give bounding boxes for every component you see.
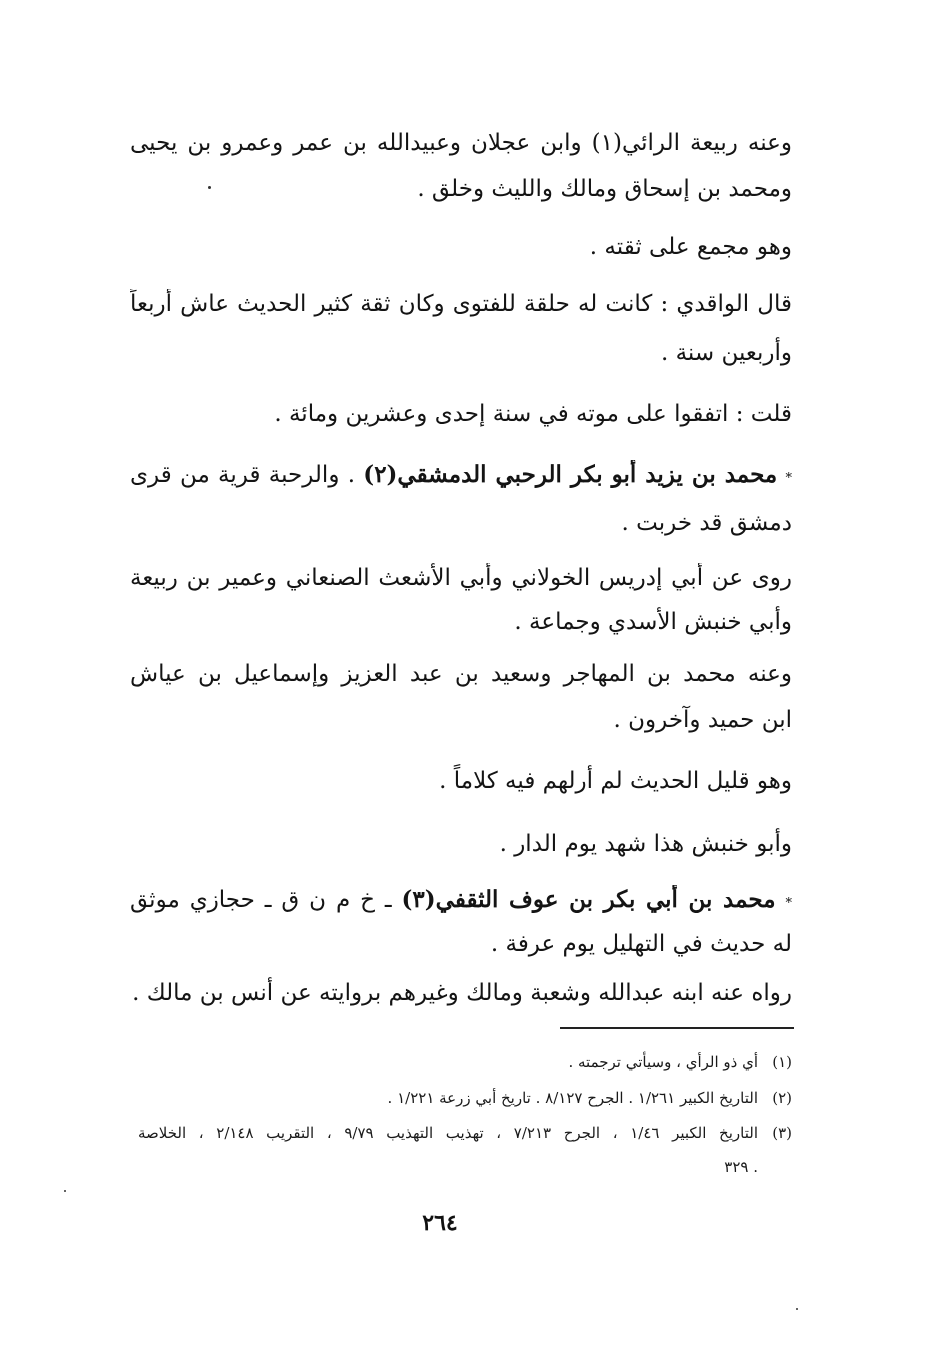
footnote-2-text: التاريخ الكبير ١/٢٦١ . الجرح ٨/١٢٧ . تاريخ أبي زرعة ١/٢٢١ . — [387, 1089, 758, 1107]
entry-heading-rahabi — [130, 460, 792, 492]
line-5-text: وأربعين سنة . — [660, 340, 792, 366]
line-12-text: ابن حميد وآخرون . — [613, 707, 792, 733]
body-line-13 — [130, 766, 792, 796]
entry-marker-2: * — [785, 896, 792, 911]
line-8-text: دمشق قد خربت . — [621, 510, 792, 536]
footnote-3-continuation: ٣٢٩ . — [724, 1158, 758, 1176]
entry-name-rahabi: محمد بن يزيد أبو بكر الرحبي الدمشقي(٢) — [363, 461, 778, 488]
footnote-1-text: أي ذو الرأي ، وسيأتي ترجمته . — [568, 1053, 758, 1071]
body-line-12 — [130, 705, 792, 735]
body-line-5 — [130, 338, 792, 368]
footnote-separator — [560, 1027, 794, 1029]
scan-speck — [64, 1190, 66, 1192]
body-line-11 — [130, 659, 792, 691]
entry-name-thaqafi: محمد بن أبي بكر بن عوف الثقفي(٣) — [401, 886, 776, 913]
body-line-17 — [130, 978, 792, 1008]
line-15-text: ـ خ م ن ق ـ حجازي موثق — [130, 887, 402, 913]
scan-speck — [208, 186, 211, 189]
footnote-3-text: التاريخ الكبير ١/٤٦ ، الجرح ٧/٢١٣ ، تهذيب التهذيب ٩/٧٩ ، التقريب ٢/١٤٨ ، الخلاصة — [138, 1124, 758, 1142]
line-4-text: قال الواقدي : كانت له حلقة للفتوى وكان ثقة كثير الحديث عاش أربعاً — [130, 291, 792, 317]
body-line-2 — [130, 174, 792, 204]
body-line-4 — [130, 289, 792, 321]
body-line-16 — [130, 929, 792, 959]
footnote-3-number: (٣) — [772, 1124, 792, 1142]
body-line-3 — [130, 232, 792, 262]
body-line-14 — [130, 829, 792, 859]
scan-speck — [796, 1308, 798, 1310]
body-line-9 — [130, 563, 792, 595]
body-line-6 — [130, 399, 792, 429]
footnote-2-number: (٢) — [772, 1089, 792, 1107]
line-2-text: ومحمد بن إسحاق ومالك والليث وخلق . — [417, 176, 792, 202]
body-line-1 — [130, 128, 792, 160]
line-14-text: وأبو خنبش هذا شهد يوم الدار . — [499, 831, 792, 857]
page-number: ٢٦٤ — [422, 1210, 458, 1236]
line-11-text: وعنه محمد بن المهاجر وسعيد بن عبد العزيز وإسماعيل بن عياش — [130, 661, 792, 687]
line-7-text: . والرحبة قرية من قرى — [130, 462, 364, 488]
line-17-text: رواه عنه ابنه عبدالله وشعبة ومالك وغيرهم بروايته عن أنس بن مالك . — [132, 980, 792, 1006]
line-3-text: وهو مجمع على ثقته . — [589, 234, 792, 260]
line-9-text: روى عن أبي إدريس الخولاني وأبي الأشعث الصنعاني وعمير بن ربيعة — [130, 565, 792, 591]
line-16-text: له حديث في التهليل يوم عرفة . — [490, 931, 792, 957]
footnote-1-number: (١) — [772, 1053, 792, 1071]
line-1-text: وعنه ربيعة الرائي(١) وابن عجلان وعبيدالله بن عمر وعمرو بن يحيى — [130, 130, 792, 156]
body-line-8 — [130, 508, 792, 538]
body-line-10 — [130, 607, 792, 637]
entry-marker: * — [785, 471, 792, 486]
line-13-text: وهو قليل الحديث لم أرلهم فيه كلاماً . — [439, 768, 792, 794]
line-6-text: قلت : اتفقوا على موته في سنة إحدى وعشرين ومائة . — [274, 401, 792, 427]
line-10-text: وأبي خنبش الأسدي وجماعة . — [514, 609, 792, 635]
entry-heading-thaqafi — [130, 885, 792, 917]
